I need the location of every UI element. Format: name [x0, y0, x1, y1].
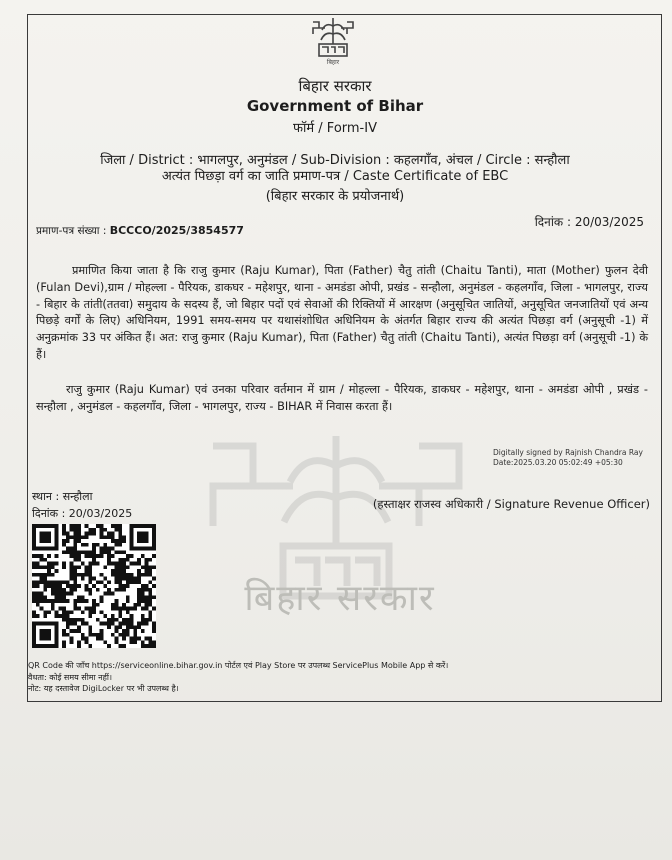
certificate-purpose: (बिहार सरकार के प्रयोजनार्थ): [265, 189, 405, 204]
digital-signature: [493, 448, 643, 468]
signatory-label: (हस्ताक्षर राजस्व अधिकारी / Signature Revenue Officer): [372, 497, 650, 511]
qr-code-icon: [32, 524, 156, 648]
digital-signature-signer: Digitally signed by Rajnish Chandra Ray: [493, 448, 643, 457]
qr-verification-note: QR Code की जाँच https://serviceonline.bihar.gov.in पोर्टल एवं Play Store पर उपलब्ध ServicePlus Mobile App से करें।: [28, 661, 449, 670]
watermark-text: बिहार सरकार: [244, 578, 436, 619]
certificate-number-value: BCCCO/2025/3854577: [109, 224, 244, 237]
validity-note: वैधता: कोई समय सीमा नहीं।: [28, 673, 112, 682]
header-hindi-title: बिहार सरकार: [298, 77, 372, 95]
place-date-block: [32, 488, 132, 522]
digilocker-note: नोट: यह दस्तावेज DigiLocker पर भी उपलब्ध है।: [28, 684, 179, 693]
certification-paragraph: प्रमाणित किया जाता है कि राजु कुमार (Raju Kumar), पिता (Father) चैतु तांती (Chaitu Tanti), माता (Mother) फुलन देवी (Fulan Devi),ग्राम / मोहल्ला - पैरियक, डाकघर - महेशपुर, थाना - अमडंडा ओपी, प्रखंड - सन्हौला, अनुमंडल - कहलगाँव, जिला - भागलपुर, राज्य - बिहार के तांती(ततवा) समुदाय के सदस्य हैं, जो बिहार पदों एवं सेवाओं की रिक्तियों में आरक्षण (अनुसूचित जातियों, अनुसूचित जनजातियों एवं अन्य पिछड़े वर्गों के लिए) अधिनियम, 1991 समय-समय पर यथासंशोधित अधिनियम के अंतर्गत बिहार राज्य की अत्यंत पिछड़ा वर्ग (अनुसूची -1) में अनुक्रमांक 33 पर अंकित हैं। अत: राजु कुमार (Raju Kumar), पिता (Father) चैतु तांती (Chaitu Tanti), अत्यंत पिछड़ा वर्ग (अनुसूची -1) के हैं।: [36, 264, 648, 361]
digital-signature-date: Date:2025.03.20 05:02:49 +05:30: [493, 458, 623, 467]
footer-date: दिनांक : 20/03/2025: [32, 507, 133, 520]
header-english-title: Government of Bihar: [246, 97, 424, 115]
certificate-number: [36, 224, 244, 238]
issue-date: दिनांक : 20/03/2025: [534, 215, 644, 229]
form-number: फॉर्म / Form-IV: [293, 121, 377, 136]
emblem-caption: बिहार: [326, 59, 340, 66]
place: स्थान : सन्हौला: [32, 490, 93, 503]
district-line: जिला / District : भागलपुर, अनुमंडल / Sub-Division : कहलगाँव, अंचल / Circle : सन्हौला: [100, 153, 570, 168]
bihar-emblem-icon: [307, 14, 359, 66]
certificate-number-label: प्रमाण-पत्र संख्या :: [36, 225, 110, 237]
certificate-title: अत्यंत पिछड़ा वर्ग का जाति प्रमाण-पत्र / Caste Certificate of EBC: [161, 169, 509, 184]
residence-paragraph: राजु कुमार (Raju Kumar) एवं उनका परिवार वर्तमान में ग्राम / मोहल्ला - पैरियक, डाकघर - महेशपुर, थाना - अमडंडा ओपी , प्रखंड - सन्हौला , अनुमंडल - कहलगाँव, जिला - भागलपुर, राज्य - BIHAR में निवास करता हैं।: [36, 383, 648, 413]
